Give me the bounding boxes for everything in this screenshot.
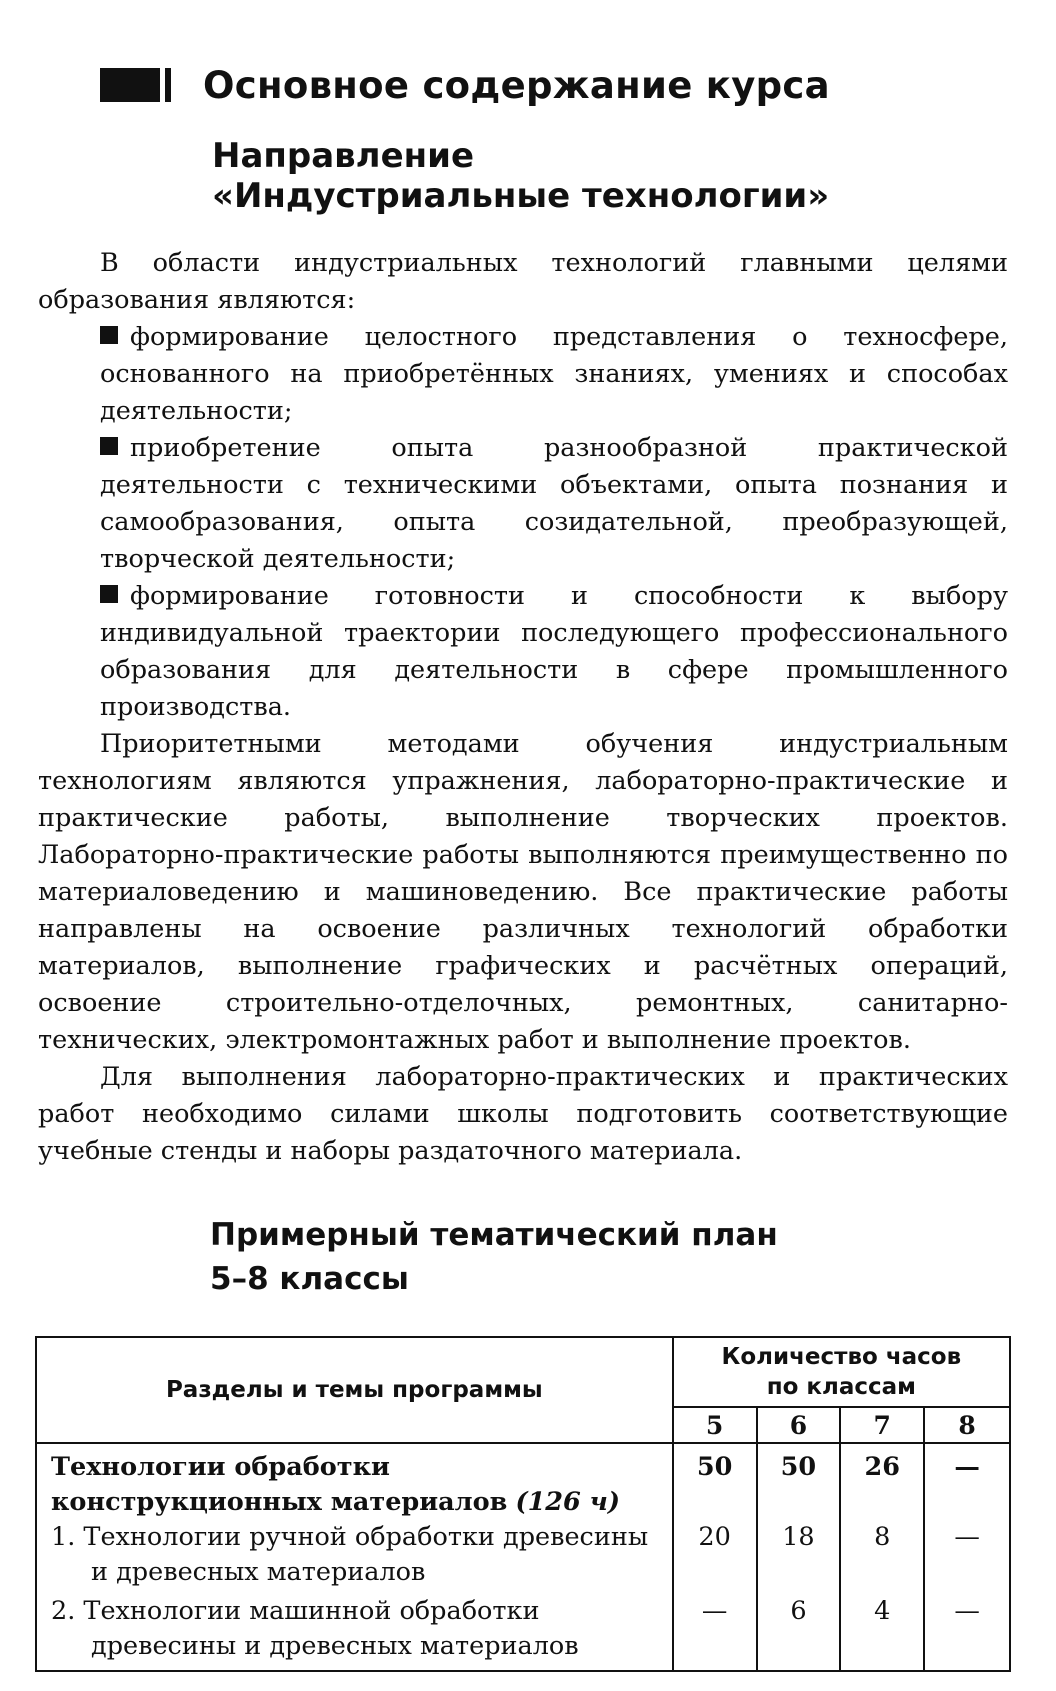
grade-header-8: 8 (924, 1407, 1010, 1443)
table-cell: — (924, 1443, 1010, 1520)
table-row (36, 1443, 1010, 1520)
grade-header-6: 6 (757, 1407, 841, 1443)
equipment-paragraph: Для выполнения лабораторно-практических и практических работ необходимо силами школы подготовить соответствующие учебные стенды и наборы раздаточного материала. (38, 1062, 1008, 1166)
table-cell: 50 (673, 1443, 757, 1520)
heading-marker-icon (100, 68, 171, 102)
intro-paragraph: В области индустриальных технологий главными целями образования являются: (38, 248, 1008, 315)
plan-heading-line2: 5–8 классы (210, 1261, 409, 1297)
table-cell: — (924, 1590, 1010, 1671)
plan-heading (210, 1213, 778, 1301)
thematic-plan-table (35, 1336, 1011, 1672)
table-cell: 4 (840, 1590, 924, 1671)
table-cell: — (924, 1520, 1010, 1590)
section-heading-row (100, 60, 830, 110)
plan-heading-line1: Примерный тематический план (210, 1217, 778, 1253)
list-item: формирование целостного представления о техносфере, основанного на приобретённых знаниях, умениях и способах деятельности; (100, 322, 1008, 426)
table-cell: 50 (757, 1443, 841, 1520)
table-cell: — (673, 1590, 757, 1671)
body-text (38, 245, 1008, 1170)
bullet-square-icon (100, 437, 118, 455)
grade-header-7: 7 (840, 1407, 924, 1443)
table-cell: 20 (673, 1520, 757, 1590)
table-row (36, 1520, 1010, 1590)
table-cell: 26 (840, 1443, 924, 1520)
list-item: приобретение опыта разнообразной практической деятельности с техническими объектами, опыта познания и самообразования, опыта созидательной, преобразующей, творческой деятельности; (100, 433, 1008, 574)
column-header-hours: Количество часов по классам (673, 1337, 1010, 1407)
direction-heading (212, 136, 829, 216)
methods-paragraph: Приоритетными методами обучения индустриальным технологиям являются упражнения, лабораторно-практические и практические работы, выполнение творческих проектов. Лабораторно-практические работы выполняются преимущественно по материаловедению и машиноведению. Все практические работы направлены на освоение различных технологий обработки материалов, выполнение графических и расчётных операций, освоение строительно-отделочных, ремонтных, санитарно-технических, электромонтажных работ и выполнение проектов. (38, 729, 1008, 1055)
table-cell: 6 (757, 1590, 841, 1671)
table-cell: 18 (757, 1520, 841, 1590)
direction-heading-line1: Направление (212, 136, 475, 176)
table-row (36, 1590, 1010, 1671)
grade-header-5: 5 (673, 1407, 757, 1443)
goals-list (38, 319, 1008, 726)
page-title: Основное содержание курса (203, 63, 830, 107)
topic-cell: 2. Технологии машинной обработки древесины и древесных материалов (36, 1590, 673, 1671)
topic-cell: 1. Технологии ручной обработки древесины и древесных материалов (36, 1520, 673, 1590)
bullet-square-icon (100, 585, 118, 603)
column-header-topics: Разделы и темы программы (36, 1337, 673, 1443)
section-title-cell: Технологии обработки конструкционных материалов (126 ч) (36, 1443, 673, 1520)
bullet-square-icon (100, 326, 118, 344)
direction-heading-line2: «Индустриальные технологии» (212, 176, 830, 216)
table-cell: 8 (840, 1520, 924, 1590)
list-item: формирование готовности и способности к выбору индивидуальной траектории последующего профессионального образования для деятельности в сфере промышленного производства. (100, 581, 1008, 722)
